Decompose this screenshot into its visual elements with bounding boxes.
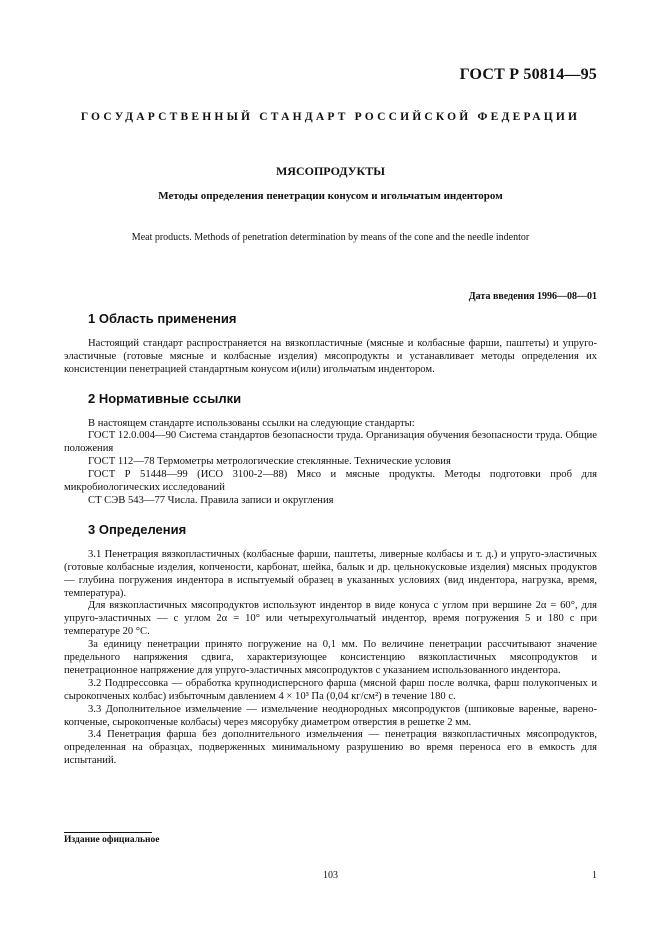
paragraph: 3.3 Дополнительное измельчение — измельчение неоднородных мясопродуктов (шпиковые вареные, варено-копченые, сырокопченые колбасы) через мясорубку диаметром отверстия в решетке 2 мм. [64,703,597,728]
page-subtitle: Методы определения пенетрации конусом и игольчатым индентором [158,190,503,202]
footer-divider [64,832,152,833]
paragraph: Настоящий стандарт распространяется на вязкопластичные (мясные и колбасные фарши, паштеты) и упруго-эластичные (готовые мясные и колбасные изделия) мясопродукты и устанавливает методы определения их консистенции пенетрацией стандартным конусом и(или) игольчатым индентором. [64,337,597,375]
intro-date: Дата введения 1996—08—01 [468,291,597,302]
section-heading: 1 Область применения [88,311,237,326]
paragraph: За единицу пенетрации принято погружение на 0,1 мм. По величине пенетрации рассчитывают значение предельного напряжения сдвига, характеризующее консистенцию вязкопластичных мясопродуктов и пенетрационное напряжение для упруго-эластичных мясопродуктов с указанием использованного индентора. [64,639,597,676]
reference-item: ГОСТ 12.0.004—90 Система стандартов безопасности труда. Организация обучения безопасности труда. Общие положения [64,430,597,455]
edition-note: Издание официальное [64,835,160,845]
document-body [64,313,597,784]
reference-item: ГОСТ Р 51448—99 (ИСО 3100-2—88) Мясо и мясные продукты. Методы подготовки проб для микробиологических исследований [64,469,597,494]
paragraph: 3.2 Подпрессовка — обработка крупнодисперсного фарша (мясной фарш после волчка, фарш полукопченых и сырокопченых колбас) избыточным давлением 4 × 10³ Па (0,04 кг/см²) в течение 180 с. [64,677,597,702]
reference-item: СТ СЭВ 543—77 Числа. Правила записи и округления [88,494,334,506]
section-heading: 2 Нормативные ссылки [88,390,242,406]
section-definitions [64,521,597,768]
page-title: МЯСОПРОДУКТЫ [275,164,386,178]
document-code: ГОСТ Р 50814—95 [459,66,597,83]
section-references [64,390,597,508]
paragraph: 3.4 Пенетрация фарша без дополнительного измельчения — пенетрация вязкопластичных мясопродуктов, определенная на образцах, подверженных минимальному разрушению во время переноса его в емкость для испытаний. [64,729,597,767]
paragraph: Для вязкопластичных мясопродуктов используют индентор в виде конуса с углом при вершине 2α = 60°, для упруго-эластичных — с углом 2α = 10° или четырехугольчатый индентор, время погружения 5 и 180 с при температуре 20 °С. [64,600,597,638]
reference-item: ГОСТ 112—78 Термометры метрологические стеклянные. Технические условия [88,456,451,468]
paragraph: 3.1 Пенетрация вязкопластичных (колбасные фарши, паштеты, ливерные колбасы и т. д.) и упруго-эластичных (готовые колбасные изделия, копчености, карбонат, шейка, балык и др. цельнокусковые изделия) мясных продуктов — глубина погружения индентора в испытуемый образец в указанных условиях (вид индентора, нагрузка, время, температура). [64,548,597,599]
section-scope [64,313,597,377]
state-standard-title: ГОСУДАРСТВЕННЫЙ СТАНДАРТ РОССИЙСКОЙ ФЕДЕРАЦИИ [80,111,581,123]
paragraph: В настоящем стандарте использованы ссылки на следующие стандарты: [88,417,415,429]
section-heading: 3 Определения [88,521,187,537]
english-title: Meat products. Methods of penetration determination by means of the cone and the needle indentor [131,232,530,243]
page-number: 103 [323,870,338,881]
sheet-number: 1 [592,870,597,881]
